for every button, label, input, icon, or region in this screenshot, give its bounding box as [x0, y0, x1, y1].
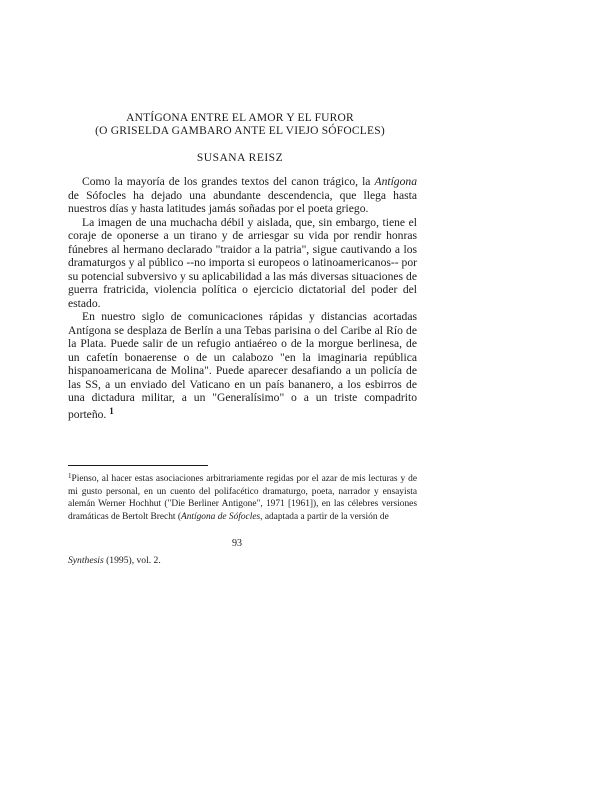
- paragraph-3: En nuestro siglo de comunicaciones rápidas y distancias acortadas Antígona se desplaza de Berlín a una Tebas parisina o del Caribe al Río de la Plata. Puede salir de un refugio antiaéreo o de la morgue berlinesa, de un cafetín bonaerense o de un calabozo "en la imaginaria república hispanoamericana de Molina". Puede aparecer desafiando a un policía de las SS, a un enviado del Vaticano en un país bananero, a los esbirros de una dictadura militar, a un "Generalísimo" o a un triste compadrito porteño. $^1$: [68, 310, 417, 421]
- author-name: SUSANA REISZ: [196, 152, 284, 164]
- page-number: 93: [232, 538, 242, 549]
- paragraph-2: La imagen de una muchacha débil y aislada, que, sin embargo, tiene el coraje de oponerse a un tirano y de arriesgar su vida por rendir honras fúnebres al hermano declarado "traidor a la patria", sigue cautivando a los dramaturgos y al público --no importa si europeos o latinoamericanos-- por su potencial subversivo y su aplicabilidad a las más diversas situaciones de guerra fratricida, violencia política o ejercicio dictatorial del poder del estado.: [68, 215, 417, 310]
- article-title: ANTÍGONA ENTRE EL AMOR Y EL FUROR: [126, 112, 354, 124]
- article-body: [68, 175, 417, 421]
- article-subtitle: (O GRISELDA GAMBARO ANTE EL VIEJO SÓFOCLES): [95, 125, 385, 137]
- journal-citation: Synthesis (1995), vol. 2.: [68, 555, 161, 566]
- footnote-marker: 1: [68, 472, 72, 480]
- footnote-reference: 1: [109, 405, 114, 416]
- italic-title: Antígona: [374, 175, 417, 188]
- footnote: [68, 470, 417, 524]
- footnote-text: $^1$Pienso, al hacer estas asociaciones arbitrariamente regidas por el azar de mis lecturas y de mi gusto personal, en un cuento del polifacético dramaturgo, poeta, narrador y ensayista alemán Werner Hochhut ("Die Berliner Antigone", 1971 [1961]), en las célebres versiones dramáticas de Bertolt Brecht (Antígona de Sófocles, adaptada a partir de la versión de: [68, 472, 417, 523]
- paragraph-1: Como la mayoría de los grandes textos del canon trágico, la Antígona de Sófocles ha dejado una abundante descendencia, que llega hasta nuestros días y hasta latitudes jamás soñadas por el poeta griego.: [68, 175, 417, 215]
- footnote-divider: [68, 465, 208, 466]
